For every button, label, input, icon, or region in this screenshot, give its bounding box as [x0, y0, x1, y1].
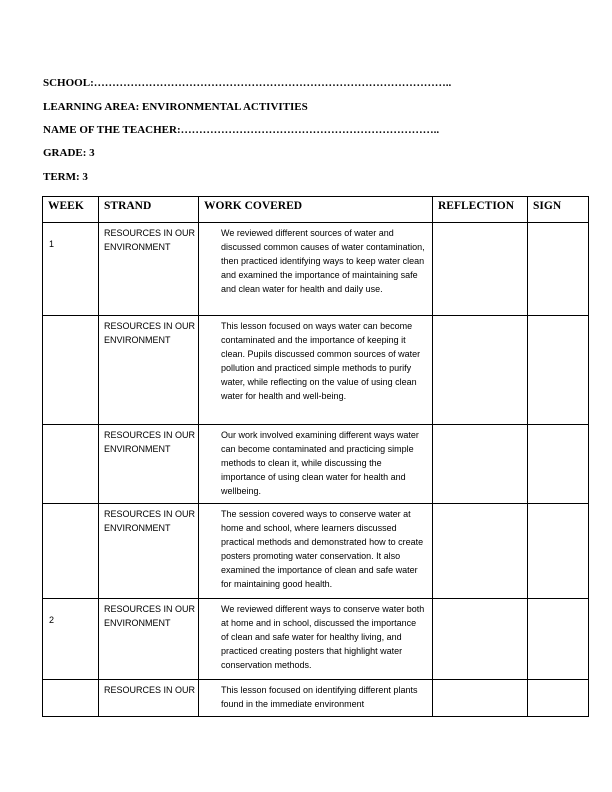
strand-cell: RESOURCES IN OUR [99, 680, 199, 717]
week-cell [43, 425, 99, 504]
sign-cell [528, 504, 589, 599]
table-row [43, 680, 589, 717]
reflection-cell [433, 680, 528, 717]
sign-cell [528, 316, 589, 425]
table-row [43, 425, 589, 504]
work-covered-cell: Our work involved examining different ways water can become contaminated and practicing simple methods to clean it, while discussing the importance of using clean water for health and wellbeing. [199, 425, 433, 504]
sign-cell [528, 680, 589, 717]
table-row [43, 223, 589, 316]
column-header-work-covered: WORK COVERED [199, 197, 433, 223]
school-line: SCHOOL:…………………………………………………………………………………….. [43, 77, 452, 89]
work-covered-cell: This lesson focused on identifying different plants found in the immediate environment [199, 680, 433, 717]
strand-cell: RESOURCES IN OUR ENVIRONMENT [99, 223, 199, 316]
column-header-strand: STRAND [99, 197, 199, 223]
work-covered-cell: The session covered ways to conserve water at home and school, where learners discussed practical methods and demonstrated how to create posters promoting water conservation. It also examined the importance of clean and safe water for maintaining good health. [199, 504, 433, 599]
week-number: 1 [49, 239, 55, 249]
table-row [43, 316, 589, 425]
sign-cell [528, 599, 589, 680]
term-line: TERM: 3 [43, 171, 88, 183]
strand-cell: RESOURCES IN OUR ENVIRONMENT [99, 316, 199, 425]
learning-area-line: LEARNING AREA: ENVIRONMENTAL ACTIVITIES [43, 101, 308, 113]
column-header-sign: SIGN [528, 197, 589, 223]
column-header-reflection: REFLECTION [433, 197, 528, 223]
table-header-row [43, 197, 589, 223]
reflection-cell [433, 425, 528, 504]
week-cell [43, 223, 99, 316]
sign-cell [528, 425, 589, 504]
week-number: 2 [49, 615, 55, 625]
strand-cell: RESOURCES IN OUR ENVIRONMENT [99, 504, 199, 599]
week-cell [43, 599, 99, 680]
table-row [43, 599, 589, 680]
reflection-cell [433, 599, 528, 680]
strand-cell: RESOURCES IN OUR ENVIRONMENT [99, 599, 199, 680]
teacher-name-line: NAME OF THE TEACHER:…………………………………………………………….. [43, 124, 440, 136]
reflection-cell [433, 504, 528, 599]
strand-cell: RESOURCES IN OUR ENVIRONMENT [99, 425, 199, 504]
reflection-cell [433, 223, 528, 316]
sign-cell [528, 223, 589, 316]
week-cell [43, 316, 99, 425]
table-row [43, 504, 589, 599]
work-covered-cell: This lesson focused on ways water can become contaminated and the importance of keeping it clean. Pupils discussed common sources of water pollution and practiced simple methods to purify water, while reflecting on the value of using clean water for health and well-being. [199, 316, 433, 425]
reflection-cell [433, 316, 528, 425]
record-of-work-table [42, 196, 589, 717]
work-covered-cell: We reviewed different ways to conserve water both at home and in school, discussed the importance of clean and safe water for healthy living, and practiced creating posters that highlight water conservation methods. [199, 599, 433, 680]
week-cell [43, 504, 99, 599]
work-covered-cell: We reviewed different sources of water and discussed common causes of water contamination, then practiced identifying ways to keep water clean and examined the importance of maintaining safe and clean water for health and daily use. [199, 223, 433, 316]
column-header-week: WEEK [43, 197, 99, 223]
grade-line: GRADE: 3 [43, 147, 95, 159]
week-cell [43, 680, 99, 717]
